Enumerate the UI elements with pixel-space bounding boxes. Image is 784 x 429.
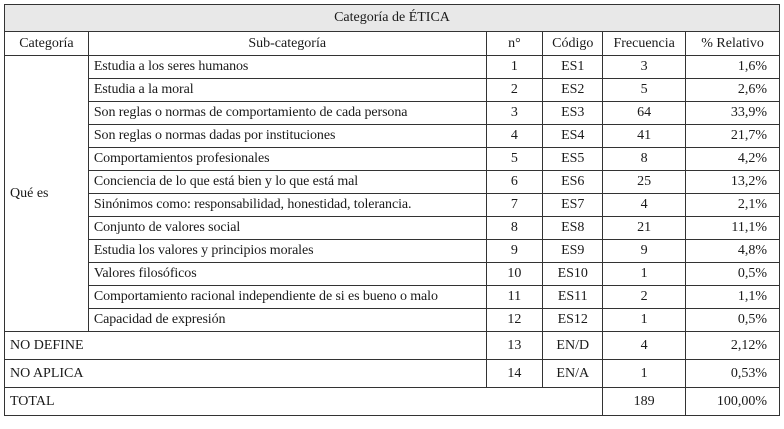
subcategory-cell: Sinónimos como: responsabilidad, honestidad, tolerancia. — [88, 194, 486, 217]
code-cell: ES3 — [543, 102, 603, 125]
table-row — [5, 286, 780, 309]
n-cell: 6 — [486, 171, 543, 194]
subcategory-cell: Conciencia de lo que está bien y lo que está mal — [88, 171, 486, 194]
freq-cell: 41 — [603, 125, 686, 148]
table-row — [5, 217, 780, 240]
pct-cell: 0,53% — [686, 360, 780, 388]
n-cell: 3 — [486, 102, 543, 125]
table-row — [5, 79, 780, 102]
table-row — [5, 263, 780, 286]
freq-cell: 4 — [603, 332, 686, 360]
code-cell: ES8 — [543, 217, 603, 240]
n-cell: 4 — [486, 125, 543, 148]
n-cell: 2 — [486, 79, 543, 102]
code-cell: ES12 — [543, 309, 603, 332]
pct-cell: 4,2% — [686, 148, 780, 171]
code-cell: ES11 — [543, 286, 603, 309]
pct-cell: 2,6% — [686, 79, 780, 102]
freq-cell: 1 — [603, 309, 686, 332]
etica-table — [4, 4, 780, 416]
n-cell: 11 — [486, 286, 543, 309]
header-row — [5, 32, 780, 56]
n-cell: 8 — [486, 217, 543, 240]
header-relativo: % Relativo — [686, 32, 780, 56]
code-cell: EN/A — [543, 360, 603, 388]
code-cell: ES4 — [543, 125, 603, 148]
table-row — [5, 240, 780, 263]
no-define-row — [5, 332, 780, 360]
pct-cell: 1,1% — [686, 286, 780, 309]
n-cell: 5 — [486, 148, 543, 171]
code-cell: EN/D — [543, 332, 603, 360]
freq-cell: 2 — [603, 286, 686, 309]
code-cell: ES6 — [543, 171, 603, 194]
subcategory-cell: Valores filosóficos — [88, 263, 486, 286]
pct-cell: 2,1% — [686, 194, 780, 217]
table-row — [5, 125, 780, 148]
total-label: TOTAL — [5, 388, 603, 416]
pct-cell: 2,12% — [686, 332, 780, 360]
freq-cell: 25 — [603, 171, 686, 194]
no-define-label: NO DEFINE — [5, 332, 487, 360]
code-cell: ES7 — [543, 194, 603, 217]
freq-cell: 5 — [603, 79, 686, 102]
subcategory-cell: Comportamiento racional independiente de si es bueno o malo — [88, 286, 486, 309]
table-row — [5, 194, 780, 217]
pct-cell: 0,5% — [686, 309, 780, 332]
freq-cell: 64 — [603, 102, 686, 125]
code-cell: ES2 — [543, 79, 603, 102]
pct-cell: 1,6% — [686, 56, 780, 79]
table-row — [5, 171, 780, 194]
freq-cell: 3 — [603, 56, 686, 79]
title-row — [5, 5, 780, 32]
freq-cell: 9 — [603, 240, 686, 263]
subcategory-cell: Son reglas o normas de comportamiento de cada persona — [88, 102, 486, 125]
code-cell: ES9 — [543, 240, 603, 263]
table-row — [5, 56, 780, 79]
freq-cell: 1 — [603, 263, 686, 286]
subcategory-cell: Conjunto de valores social — [88, 217, 486, 240]
code-cell: ES1 — [543, 56, 603, 79]
table-row — [5, 309, 780, 332]
freq-cell: 21 — [603, 217, 686, 240]
n-cell: 12 — [486, 309, 543, 332]
code-cell: ES10 — [543, 263, 603, 286]
total-freq: 189 — [603, 388, 686, 416]
subcategory-cell: Estudia a los seres humanos — [88, 56, 486, 79]
group-label: Qué es — [5, 56, 89, 332]
n-cell: 1 — [486, 56, 543, 79]
pct-cell: 0,5% — [686, 263, 780, 286]
freq-cell: 1 — [603, 360, 686, 388]
table-row — [5, 102, 780, 125]
freq-cell: 4 — [603, 194, 686, 217]
total-pct: 100,00% — [686, 388, 780, 416]
pct-cell: 13,2% — [686, 171, 780, 194]
subcategory-cell: Comportamientos profesionales — [88, 148, 486, 171]
n-cell: 14 — [486, 360, 543, 388]
subcategory-cell: Capacidad de expresión — [88, 309, 486, 332]
subcategory-cell: Estudia los valores y principios morales — [88, 240, 486, 263]
freq-cell: 8 — [603, 148, 686, 171]
n-cell: 7 — [486, 194, 543, 217]
subcategory-cell: Son reglas o normas dadas por instituciones — [88, 125, 486, 148]
header-subcategoria: Sub-categoría — [88, 32, 486, 56]
no-aplica-row — [5, 360, 780, 388]
pct-cell: 33,9% — [686, 102, 780, 125]
no-aplica-label: NO APLICA — [5, 360, 487, 388]
pct-cell: 21,7% — [686, 125, 780, 148]
header-codigo: Código — [543, 32, 603, 56]
subcategory-cell: Estudia a la moral — [88, 79, 486, 102]
header-n: n° — [486, 32, 543, 56]
pct-cell: 4,8% — [686, 240, 780, 263]
pct-cell: 11,1% — [686, 217, 780, 240]
table-row — [5, 148, 780, 171]
header-frecuencia: Frecuencia — [603, 32, 686, 56]
table-title: Categoría de ÉTICA — [5, 5, 780, 32]
code-cell: ES5 — [543, 148, 603, 171]
total-row — [5, 388, 780, 416]
header-categoria: Categoría — [5, 32, 89, 56]
n-cell: 13 — [486, 332, 543, 360]
n-cell: 9 — [486, 240, 543, 263]
n-cell: 10 — [486, 263, 543, 286]
